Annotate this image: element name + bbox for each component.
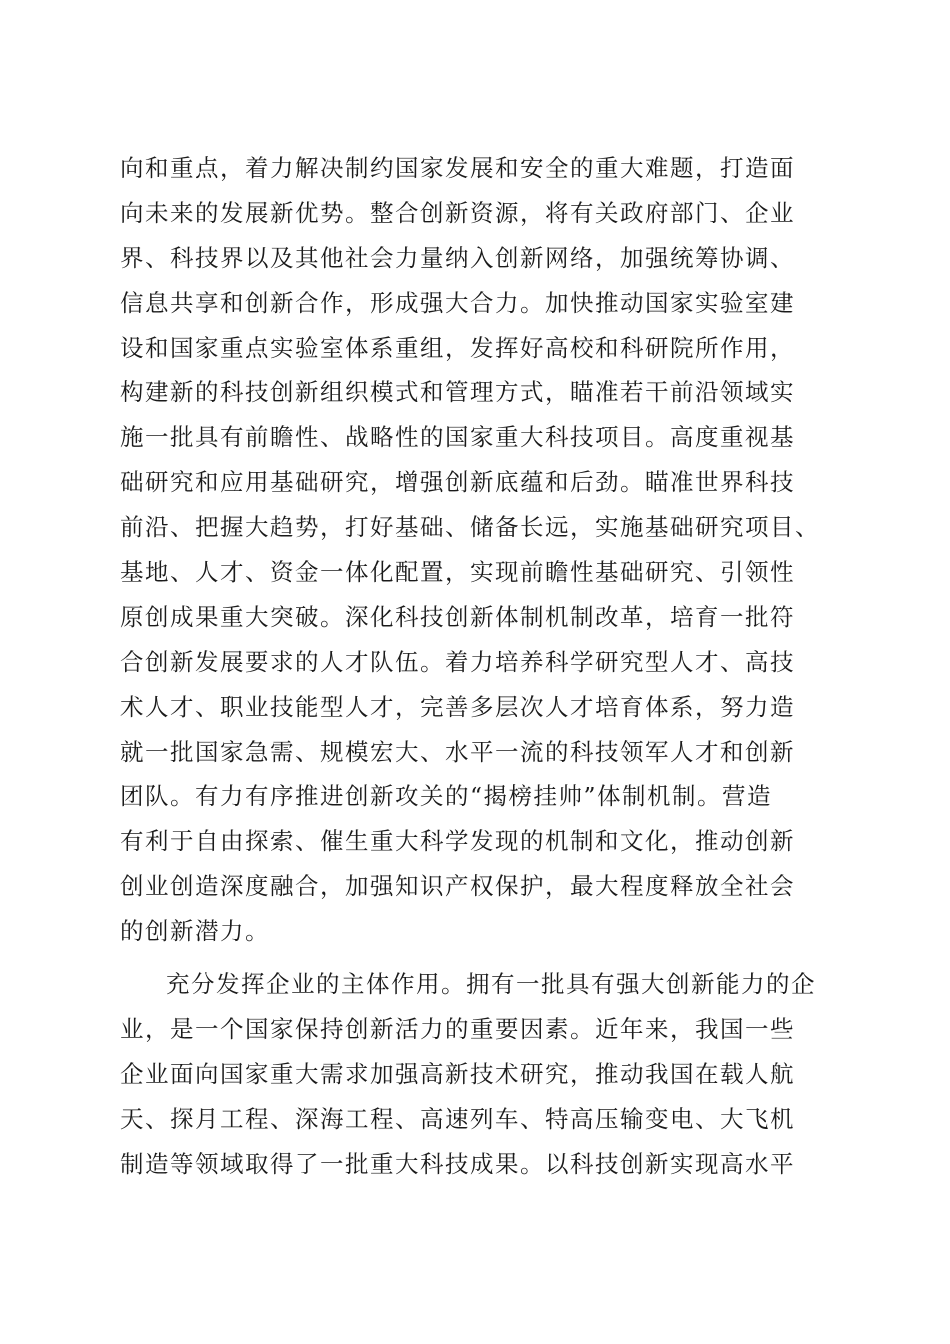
text-line: 础研究和应用基础研究，增强创新底蕴和后劲。瞄准世界科技 (120, 468, 795, 497)
text-line: 施一批具有前瞻性、战略性的国家重大科技项目。高度重视基 (120, 423, 795, 452)
text-line: 术人才、职业技能型人才，完善多层次人才培育体系，努力造 (120, 692, 795, 721)
text-line: 的创新潜力。 (120, 917, 270, 946)
text-line: 向未来的发展新优势。整合创新资源，将有关政府部门、企业 (120, 198, 795, 227)
text-line: 基地、人才、资金一体化配置，实现前瞻性基础研究、引领性 (120, 558, 795, 587)
paragraph-1 (120, 146, 830, 954)
paragraph-spacer (120, 954, 830, 962)
text-line: 就一批国家急需、规模宏大、水平一流的科技领军人才和创新 (120, 737, 795, 766)
text-line: 团队。有力有序推进创新攻关的“揭榜挂帅”体制机制。营造 (120, 782, 773, 811)
text-line: 信息共享和创新合作，形成强大合力。加快推动国家实验室建 (120, 288, 795, 317)
text-line: 前沿、把握大趋势，打好基础、储备长远，实施基础研究项目、 (120, 513, 820, 542)
text-line: 制造等领域取得了一批重大科技成果。以科技创新实现高水平 (120, 1149, 795, 1178)
text-line: 构建新的科技创新组织模式和管理方式，瞄准若干前沿领域实 (120, 378, 795, 407)
text-line: 有利于自由探索、催生重大科学发现的机制和文化，推动创新 (120, 827, 795, 856)
text-line: 向和重点，着力解决制约国家发展和安全的重大难题，打造面 (120, 154, 795, 182)
text-line: 原创成果重大突破。深化科技创新体制机制改革，培育一批符 (120, 602, 795, 631)
text-line: 天、探月工程、深海工程、高速列车、特高压输变电、大飞机 (120, 1104, 795, 1133)
text-line: 合创新发展要求的人才队伍。着力培养科学研究型人才、高技 (120, 647, 795, 676)
paragraph-2 (120, 962, 830, 1186)
text-line: 设和国家重点实验室体系重组，发挥好高校和科研院所作用， (120, 333, 795, 362)
text-line: 企业面向国家重大需求加强高新技术研究，推动我国在载人航 (120, 1059, 795, 1088)
text-line: 界、科技界以及其他社会力量纳入创新网络，加强统筹协调、 (120, 243, 795, 272)
document-body (120, 146, 830, 1186)
text-line: 业，是一个国家保持创新活力的重要因素。近年来，我国一些 (120, 1014, 795, 1043)
text-line: 创业创造深度融合，加强知识产权保护，最大程度释放全社会 (120, 872, 795, 901)
text-line: 充分发挥企业的主体作用。拥有一批具有强大创新能力的企 (166, 970, 816, 999)
